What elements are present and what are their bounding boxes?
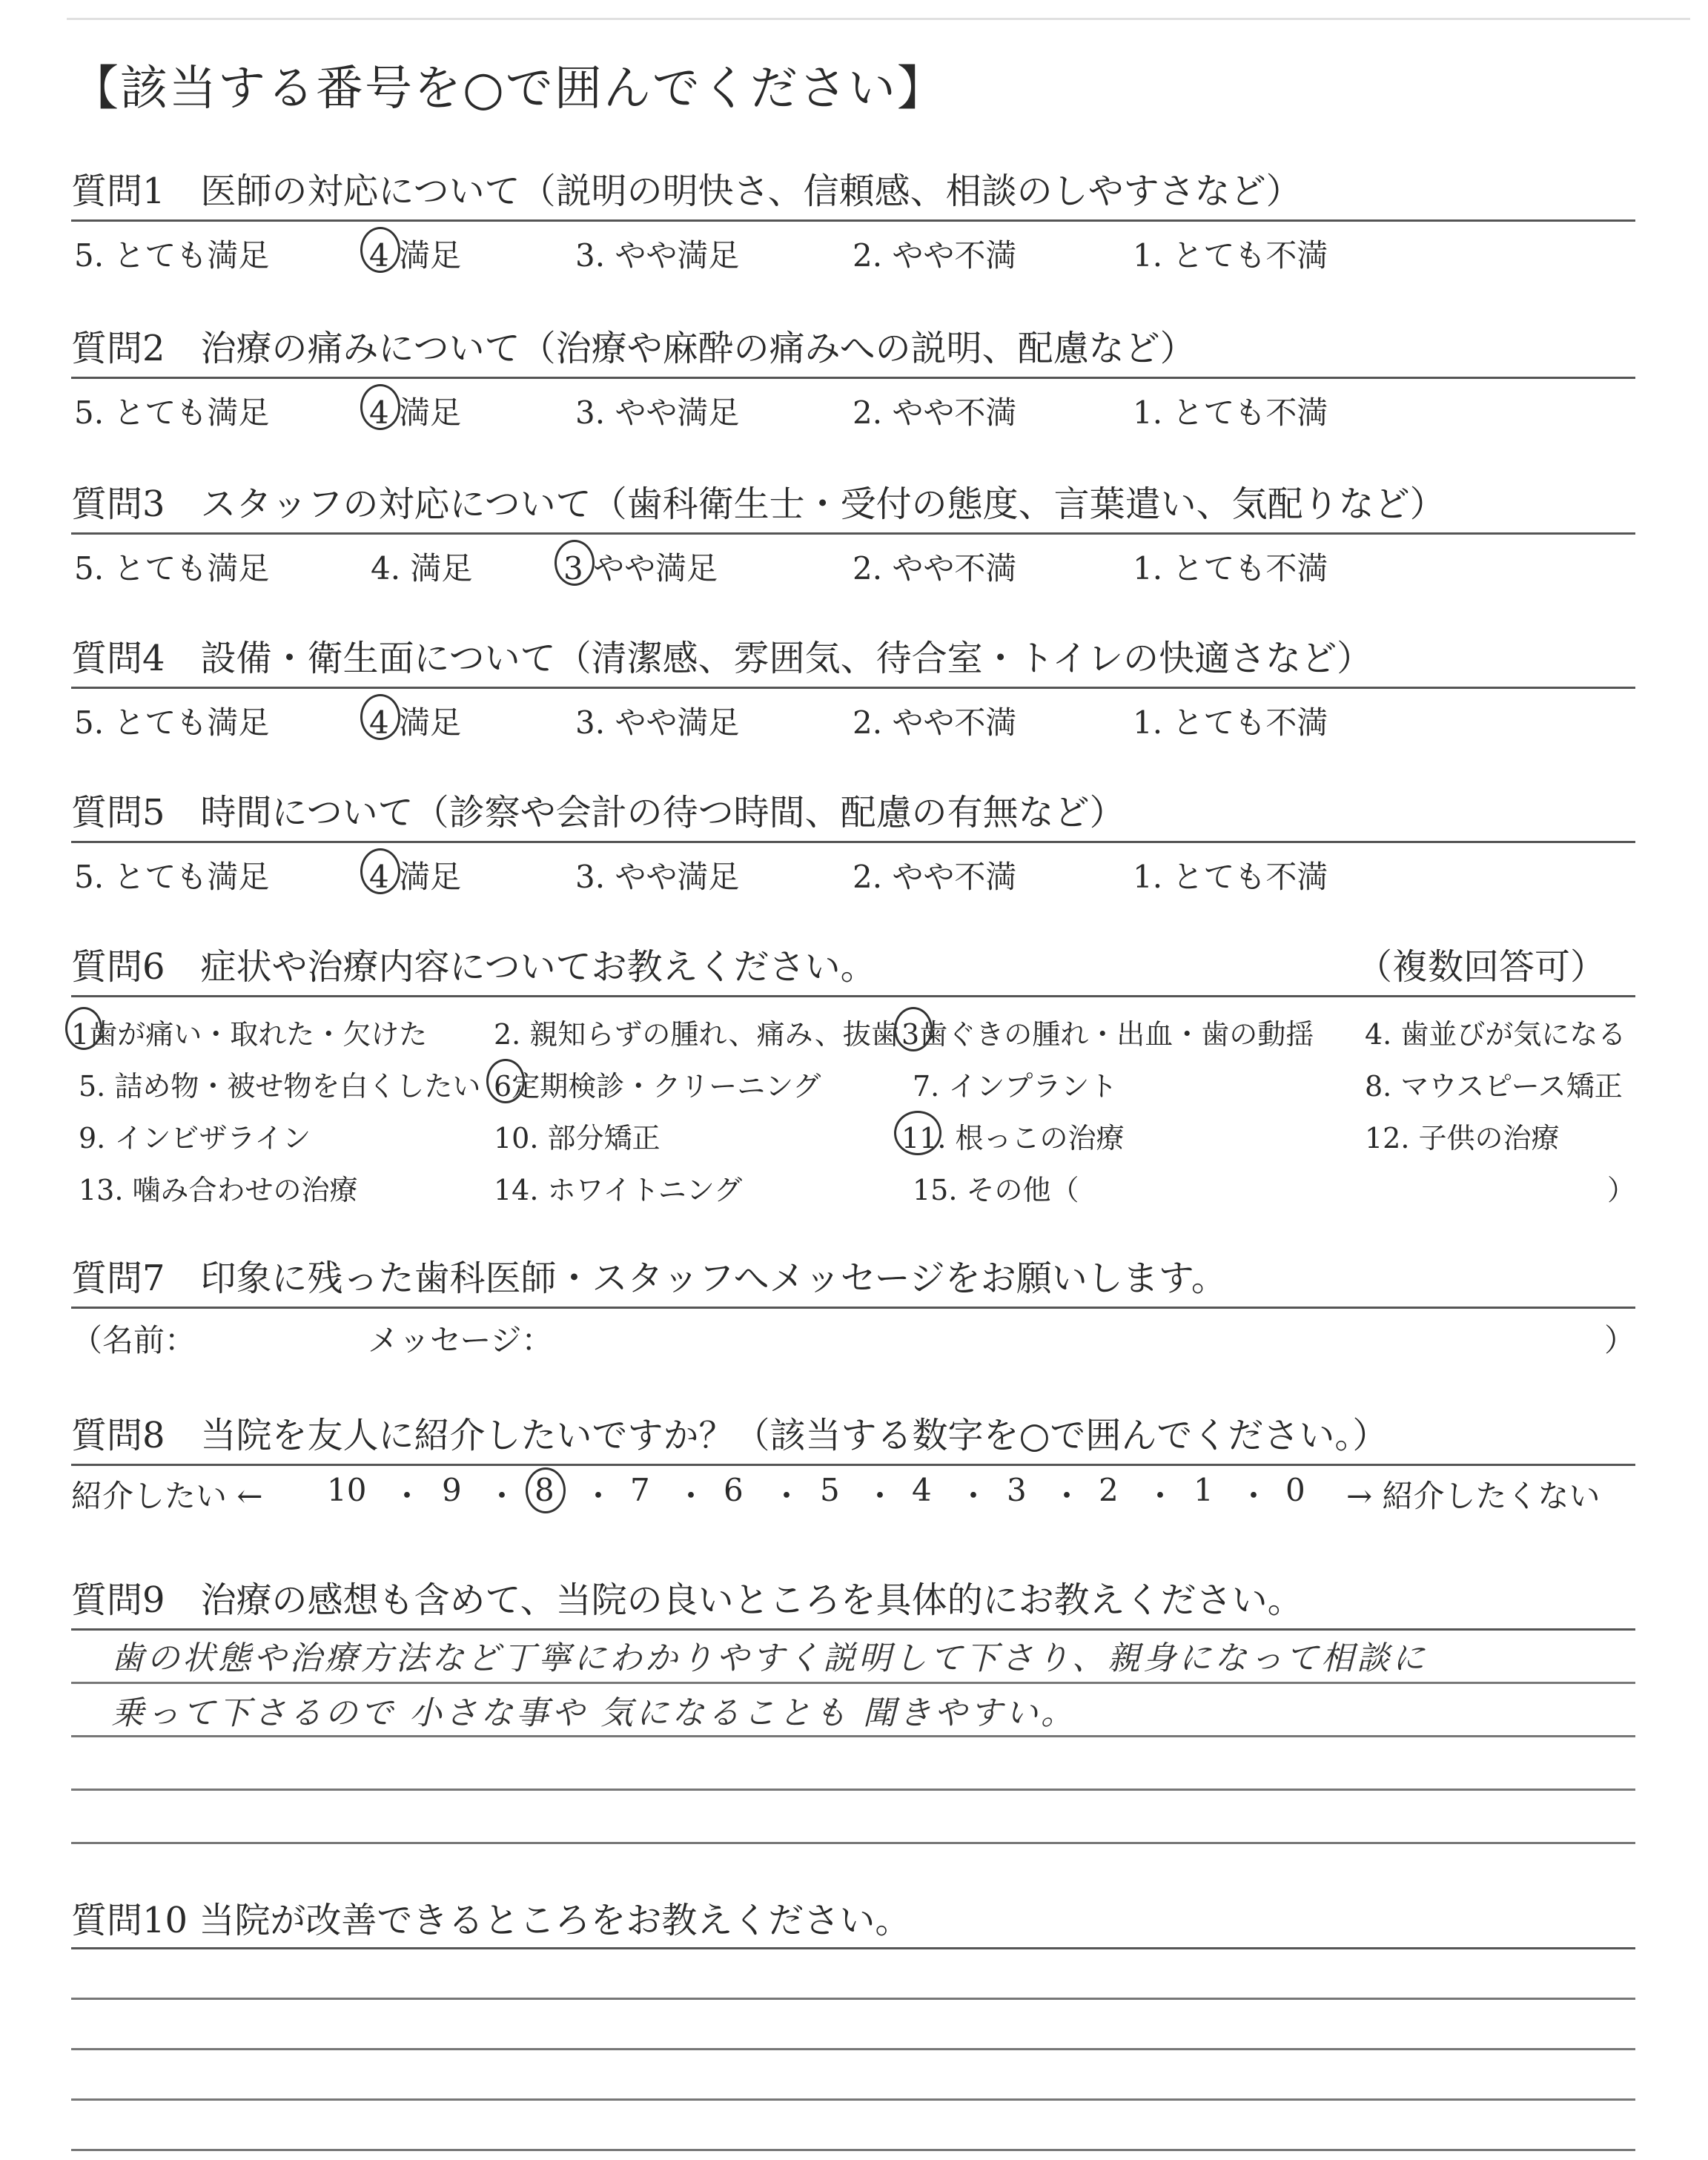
question-2 bbox=[71, 326, 1635, 371]
option-number: 4. bbox=[1365, 1018, 1392, 1051]
rule bbox=[71, 687, 1635, 689]
question-title: 質問7 印象に残った歯科医師・スタッフへメッセージをお願いします。 bbox=[71, 1258, 1227, 1299]
option-number: 12. bbox=[1365, 1122, 1410, 1155]
symptom-option[interactable] bbox=[494, 1167, 742, 1208]
symptom-option[interactable] bbox=[913, 1063, 1117, 1104]
question-title: 質問3 スタッフの対応について（歯科衛生士・受付の態度、言葉遣い、気配りなど） bbox=[71, 483, 1446, 525]
option-label: マウスピース矯正 bbox=[1400, 1070, 1623, 1103]
question-10 bbox=[71, 1898, 1635, 1943]
symptom-option[interactable] bbox=[913, 1167, 1079, 1208]
option-1[interactable]: 1. とても不満 bbox=[1133, 550, 1328, 587]
scale-dot: ・ bbox=[391, 1478, 423, 1514]
option-2[interactable]: 2. やや不満 bbox=[853, 237, 1017, 274]
rule bbox=[71, 841, 1635, 843]
option-number: 8. bbox=[1365, 1070, 1392, 1103]
question-title-row bbox=[71, 945, 1635, 989]
rule bbox=[71, 1947, 1635, 1949]
option-label: 詰め物・被せ物を白くしたい bbox=[114, 1070, 481, 1103]
scale-value[interactable]: 1 bbox=[1194, 1472, 1214, 1508]
symptom-option[interactable] bbox=[79, 1167, 358, 1208]
scale-value[interactable]: 5 bbox=[820, 1472, 840, 1508]
message-label: メッセージ： bbox=[368, 1322, 553, 1358]
scale-value[interactable]: 2 bbox=[1099, 1472, 1119, 1508]
rule bbox=[71, 2048, 1635, 2050]
symptom-option[interactable] bbox=[71, 1011, 427, 1052]
question-title: 質問1 医師の対応について（説明の明快さ、信頼感、相談のしやすさなど） bbox=[71, 171, 1302, 212]
option-number: 1 bbox=[71, 1018, 90, 1051]
option-label: 歯が痛い・取れた・欠けた bbox=[89, 1018, 428, 1051]
option-label: 子供の治療 bbox=[1418, 1122, 1560, 1155]
q7-fields bbox=[71, 1316, 1635, 1361]
option-number: 4 bbox=[369, 704, 389, 741]
question-3 bbox=[71, 482, 1635, 526]
rule bbox=[71, 377, 1635, 379]
other-close-paren: ） bbox=[1606, 1174, 1635, 1206]
message-field[interactable] bbox=[590, 1316, 1554, 1353]
q2-options bbox=[74, 389, 1631, 433]
q4-options bbox=[74, 698, 1631, 743]
message-close-paren: ） bbox=[1603, 1322, 1635, 1358]
symptom-option[interactable] bbox=[901, 1011, 1314, 1052]
q3-options bbox=[74, 544, 1631, 589]
scale-dot: ・ bbox=[583, 1478, 615, 1514]
symptom-option[interactable] bbox=[494, 1063, 821, 1104]
option-number: 10. bbox=[494, 1122, 539, 1155]
question-title: 質問2 治療の痛みについて（治療や麻酔の痛みへの説明、配慮など） bbox=[71, 328, 1196, 369]
option-label: 歯ぐきの腫れ・出血・歯の動揺 bbox=[919, 1018, 1314, 1051]
option-number: 6 bbox=[494, 1070, 512, 1103]
question-5 bbox=[71, 790, 1635, 835]
symptom-option[interactable] bbox=[1365, 1011, 1626, 1052]
symptom-option[interactable] bbox=[79, 1115, 311, 1156]
multiple-answer-note: （複数回答可） bbox=[1356, 946, 1606, 988]
option-number: 4 bbox=[369, 237, 389, 274]
rule bbox=[71, 1842, 1635, 1844]
top-border bbox=[67, 18, 1690, 20]
option-2[interactable]: 2. やや不満 bbox=[853, 550, 1017, 587]
option-label: 根っこの治療 bbox=[955, 1122, 1125, 1155]
option-5[interactable]: 5. とても満足 bbox=[74, 704, 270, 741]
option-1[interactable]: 1. とても不満 bbox=[1133, 704, 1328, 741]
option-label: 親知らずの腫れ、痛み、抜歯 bbox=[529, 1018, 899, 1051]
option-2[interactable]: 2. やや不満 bbox=[853, 394, 1017, 431]
scale-dot: ・ bbox=[771, 1478, 803, 1514]
option-label: やや満足 bbox=[593, 550, 718, 587]
scale-dot: ・ bbox=[958, 1478, 990, 1514]
option-label: 部分矯正 bbox=[547, 1122, 661, 1155]
option-label: 歯並びが気になる bbox=[1400, 1018, 1626, 1051]
option-number: 13. bbox=[79, 1174, 124, 1206]
rule bbox=[71, 532, 1635, 535]
scale-dot: ・ bbox=[1145, 1478, 1176, 1514]
question-1 bbox=[71, 169, 1635, 214]
scale-value[interactable]: 10 bbox=[327, 1472, 367, 1508]
option-5[interactable]: 5. とても満足 bbox=[74, 394, 270, 431]
scale-value[interactable]: 7 bbox=[630, 1472, 650, 1508]
question-title: 質問6 症状や治療内容についてお教えください。 bbox=[71, 946, 876, 988]
option-number: 5. bbox=[79, 1070, 106, 1103]
question-title: 質問8 当院を友人に紹介したいですか？（該当する数字を○で囲んでください。） bbox=[71, 1415, 1388, 1456]
scale-dot: ・ bbox=[1238, 1478, 1270, 1514]
option-4[interactable] bbox=[369, 389, 461, 433]
option-label: 噛み合わせの治療 bbox=[132, 1174, 358, 1206]
rule bbox=[71, 1735, 1635, 1737]
symptom-option[interactable]: 11. 根っこの治療 bbox=[901, 1115, 1125, 1156]
symptom-option[interactable] bbox=[79, 1063, 480, 1104]
option-4[interactable] bbox=[369, 698, 461, 743]
option-number: 14. bbox=[494, 1174, 539, 1206]
option-label: インプラント bbox=[948, 1070, 1118, 1103]
option-number: 4 bbox=[369, 394, 389, 431]
option-5[interactable]: 5. とても満足 bbox=[74, 550, 270, 587]
option-1[interactable]: 1. とても不満 bbox=[1133, 394, 1328, 431]
option-3[interactable]: 3. やや満足 bbox=[575, 237, 740, 274]
option-4[interactable] bbox=[369, 853, 461, 897]
option-label: 満足 bbox=[399, 704, 462, 741]
symptom-option[interactable] bbox=[1365, 1063, 1623, 1104]
option-number: 15. bbox=[913, 1174, 958, 1206]
option-1[interactable]: 1. とても不満 bbox=[1133, 237, 1328, 274]
scale-value[interactable]: 9 bbox=[442, 1472, 462, 1508]
option-label: 満足 bbox=[399, 859, 462, 895]
scale-right-label: → 紹介したくない bbox=[1346, 1478, 1601, 1514]
option-3[interactable] bbox=[563, 544, 718, 589]
form-header: 【該当する番号を○で囲んでください】 bbox=[71, 62, 946, 116]
scale-value-number: 8 bbox=[534, 1472, 555, 1508]
option-number: 3 bbox=[563, 550, 583, 587]
rule bbox=[71, 1789, 1635, 1791]
option-number: 2. bbox=[494, 1018, 521, 1051]
question-4 bbox=[71, 636, 1635, 681]
scale-left-label: 紹介したい ← bbox=[71, 1478, 263, 1514]
symptom-option[interactable] bbox=[494, 1115, 661, 1156]
rule bbox=[71, 995, 1635, 997]
option-number: 3 bbox=[901, 1018, 920, 1051]
question-title: 質問10 当院が改善できるところをお教えください。 bbox=[71, 1900, 911, 1941]
scale-value[interactable]: 4 bbox=[912, 1472, 932, 1508]
option-4[interactable] bbox=[369, 231, 461, 276]
rule bbox=[71, 1307, 1635, 1309]
question-title: 質問4 設備・衛生面について（清潔感、雰囲気、待合室・トイレの快適さなど） bbox=[71, 638, 1373, 679]
option-label: その他（ bbox=[966, 1174, 1079, 1206]
scale-value[interactable]: 3 bbox=[1007, 1472, 1027, 1508]
option-number: 11 bbox=[901, 1122, 938, 1155]
option-4[interactable]: 4. 満足 bbox=[371, 550, 473, 587]
handwritten-answer-line: 乗って下さるので 小さな事や 気になることも 聞きやすい。 bbox=[111, 1694, 1076, 1732]
option-label: 満足 bbox=[399, 237, 462, 274]
rule bbox=[71, 1464, 1635, 1466]
question-9 bbox=[71, 1578, 1635, 1622]
scale-dot: ・ bbox=[486, 1478, 518, 1514]
option-5[interactable]: 5. とても満足 bbox=[74, 859, 270, 895]
rule bbox=[71, 1628, 1635, 1631]
rule bbox=[71, 219, 1635, 222]
option-number: 7. bbox=[913, 1070, 940, 1103]
rule bbox=[71, 2098, 1635, 2101]
option-5[interactable]: 5. とても満足 bbox=[74, 237, 270, 274]
option-2[interactable]: 2. やや不満 bbox=[853, 704, 1017, 741]
question-title: 質問9 治療の感想も含めて、当院の良いところを具体的にお教えください。 bbox=[71, 1579, 1303, 1621]
scale-dot: ・ bbox=[675, 1478, 707, 1514]
q5-options bbox=[74, 853, 1631, 897]
q1-options bbox=[74, 231, 1631, 276]
symptom-option[interactable] bbox=[494, 1011, 899, 1052]
q6-options bbox=[71, 1011, 1635, 1204]
option-number: 4 bbox=[369, 859, 389, 895]
scale-value[interactable]: 6 bbox=[724, 1472, 744, 1508]
option-3[interactable]: 3. やや満足 bbox=[575, 704, 740, 741]
scale-dot: ・ bbox=[1051, 1478, 1083, 1514]
rule bbox=[71, 1998, 1635, 2000]
handwritten-answer-line: 歯の状態や治療方法など丁寧にわかりやすく説明して下さり、親身になって相談に bbox=[111, 1639, 1428, 1677]
question-6 bbox=[71, 945, 1635, 989]
option-3[interactable]: 3. やや満足 bbox=[575, 859, 740, 895]
option-1[interactable]: 1. とても不満 bbox=[1133, 859, 1328, 895]
referral-scale bbox=[71, 1472, 1635, 1516]
option-2[interactable]: 2. やや不満 bbox=[853, 859, 1017, 895]
scale-value[interactable]: 0 bbox=[1285, 1472, 1305, 1508]
option-number: 9. bbox=[79, 1122, 106, 1155]
symptom-option[interactable] bbox=[1365, 1115, 1560, 1156]
name-label: （名前： bbox=[71, 1322, 196, 1358]
option-label: 満足 bbox=[399, 394, 462, 431]
question-8 bbox=[71, 1413, 1635, 1458]
option-label: 定期検診・クリーニング bbox=[512, 1070, 821, 1103]
option-label: インビザライン bbox=[114, 1122, 311, 1155]
scale-dot: ・ bbox=[864, 1478, 896, 1514]
rule bbox=[71, 2149, 1635, 2151]
option-3[interactable]: 3. やや満足 bbox=[575, 394, 740, 431]
option-label: ホワイトニング bbox=[547, 1174, 743, 1206]
question-title: 質問5 時間について（診察や会計の待つ時間、配慮の有無など） bbox=[71, 792, 1125, 833]
question-7 bbox=[71, 1256, 1635, 1301]
rule bbox=[71, 1682, 1635, 1684]
